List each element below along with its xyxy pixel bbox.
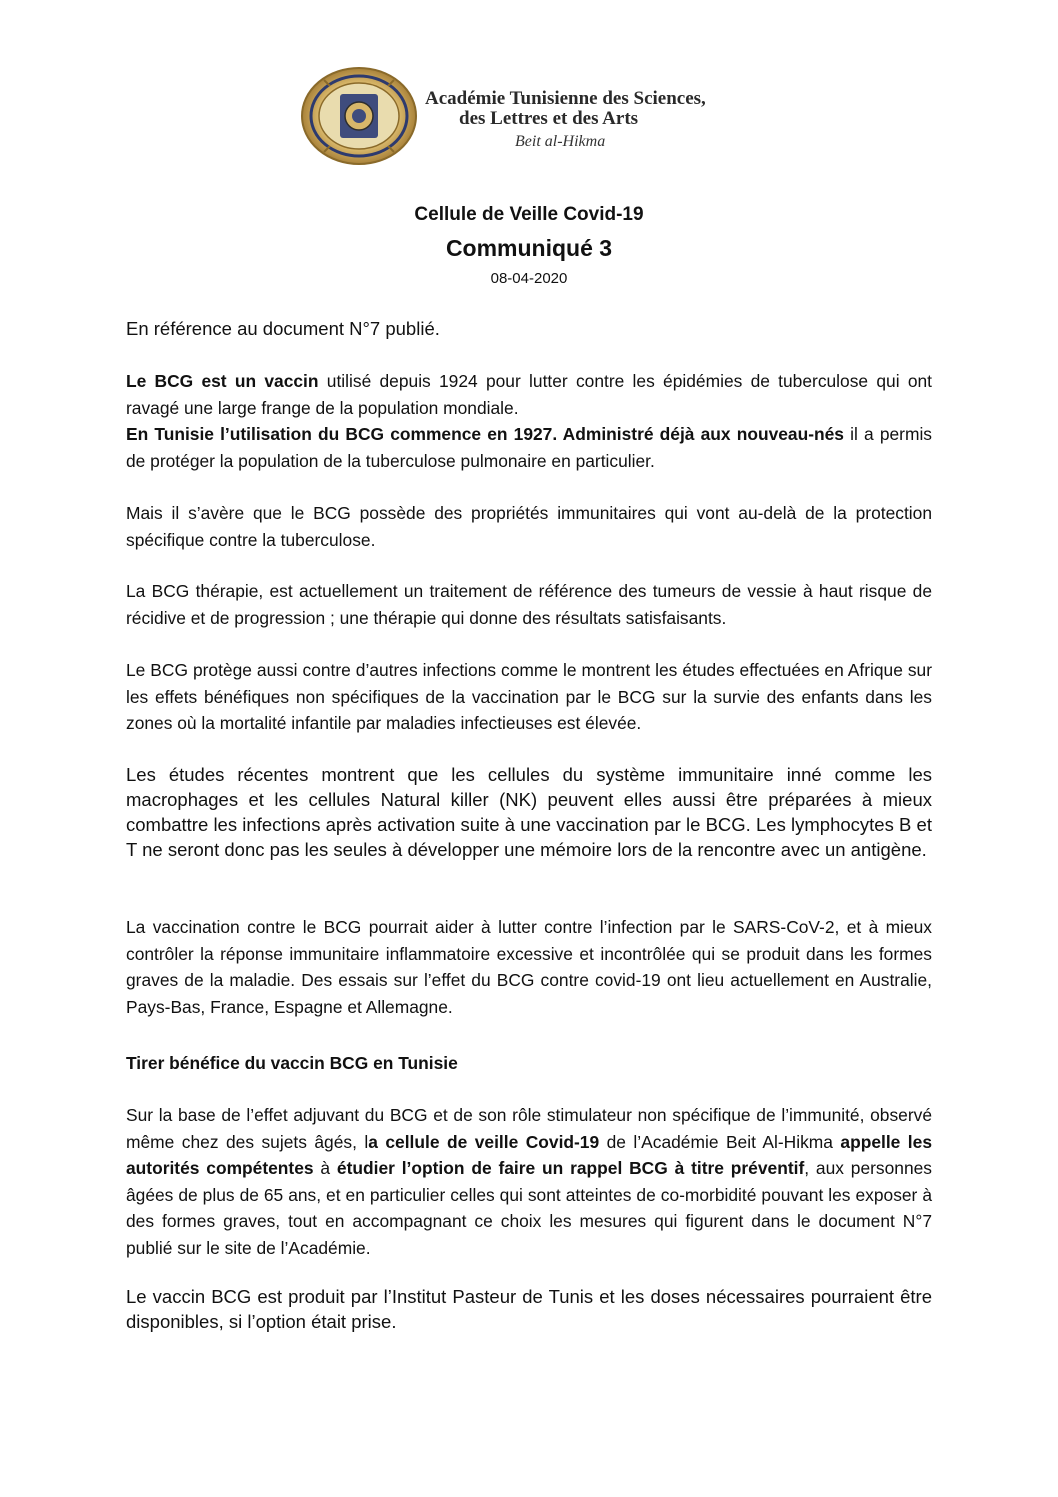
title-cellule: Cellule de Veille Covid-19 — [414, 204, 644, 225]
para1-bold-2: En Tunisie l’utilisation du BCG commence en 1927. Administré déjà aux nouveau-nés — [126, 424, 844, 444]
para7-text-1: Sur la base de l’effet adjuvant du BCG et de son rôle stimulateur non spécifique de l’immunité, observé même chez des sujets âgés, l — [126, 1105, 932, 1152]
para7-bold-3: étudier l’option de faire un rappel BCG à titre préventif — [336, 1158, 805, 1178]
paragraph-pasteur: Le vaccin BCG est produit par l’Institut Pasteur de Tunis et les doses nécessaires pourraient être disponibles, si l’option était prise. — [126, 1286, 932, 1332]
paragraph-immune-properties: Mais il s’avère que le BCG possède des propriétés immunitaires qui vont au-delà de la protection spécifique contre la tuberculose. — [126, 503, 932, 550]
para7-text-3: à — [313, 1158, 337, 1178]
paragraph-recent-studies: Les études récentes montrent que les cellules du système immunitaire inné comme les macrophages et les cellules Natural killer (NK) peuvent elles aussi être préparées à mieux combattre les infections après activation suite à une vaccination par le BCG. Les lymphocytes B et T ne seront donc pas les seules à développer une mémoire lors de la rencontre avec un antigène. — [126, 764, 932, 860]
section-heading: Tirer bénéfice du vaccin BCG en Tunisie — [126, 1053, 458, 1073]
para7-bold-2: appelle les autorités compétentes — [126, 1131, 932, 1178]
paragraph-africa-studies: Le BCG protège aussi contre d’autres infections comme le montrent les études effectuées en Afrique sur les effets bénéfiques non spécifiques de la vaccination par le BCG sur la survie des enfants dans les zones où la mortalité infantile par maladies infectieuses est élevée. — [126, 660, 932, 733]
para7-text-4: , aux personnes âgées de plus de 65 ans, et en particulier celles qui sont atteintes de co-morbidité pouvant les exposer à des formes graves, tout en accompagnant ce choix les mesures qui figurent dans le document N°7 publié sur le site de l’Académie. — [126, 1158, 932, 1258]
reference-line: En référence au document N°7 publié. — [126, 318, 440, 339]
paragraph-sars-cov-2: La vaccination contre le BCG pourrait aider à lutter contre l’infection par le SARS-CoV-2, et à mieux contrôler la réponse immunitaire inflammatoire excessive et incontrôlée qui se produit dans les formes graves de la maladie. Des essais sur l’effet du BCG contre covid-19 ont lieu actuellement en Australie, Pays-Bas, France, Espagne et Allemagne. — [126, 917, 932, 1017]
para7-text-2: de l’Académie Beit Al-Hikma — [599, 1131, 841, 1152]
para7-bold-1: a cellule de veille Covid-19 — [368, 1131, 600, 1152]
title-communique: Communiqué 3 — [445, 235, 613, 261]
academy-name-line1: Académie Tunisienne des Sciences, — [425, 88, 706, 109]
academy-name-line2: des Lettres et des Arts — [459, 108, 639, 129]
paragraph-bcg-history — [126, 368, 932, 474]
para1-text-2: il a permis de protéger la population de la tuberculose pulmonaire en particulier. — [126, 424, 932, 471]
paragraph-recommendation — [126, 1102, 932, 1261]
para1-text-1: utilisé depuis 1924 pour lutter contre les épidémies de tuberculose qui ont ravagé une large frange de la population mondiale. — [126, 371, 932, 418]
paragraph-bcg-therapy: La BCG thérapie, est actuellement un traitement de référence des tumeurs de vessie à haut risque de récidive et de progression ; une thérapie qui donne des résultats satisfaisants. — [126, 581, 932, 628]
para1-bold-1: Le BCG est un vaccin — [126, 371, 319, 391]
academy-name-line3: Beit al-Hikma — [515, 133, 606, 150]
title-date: 08-04-2020 — [490, 270, 568, 287]
academy-logo — [300, 66, 418, 166]
